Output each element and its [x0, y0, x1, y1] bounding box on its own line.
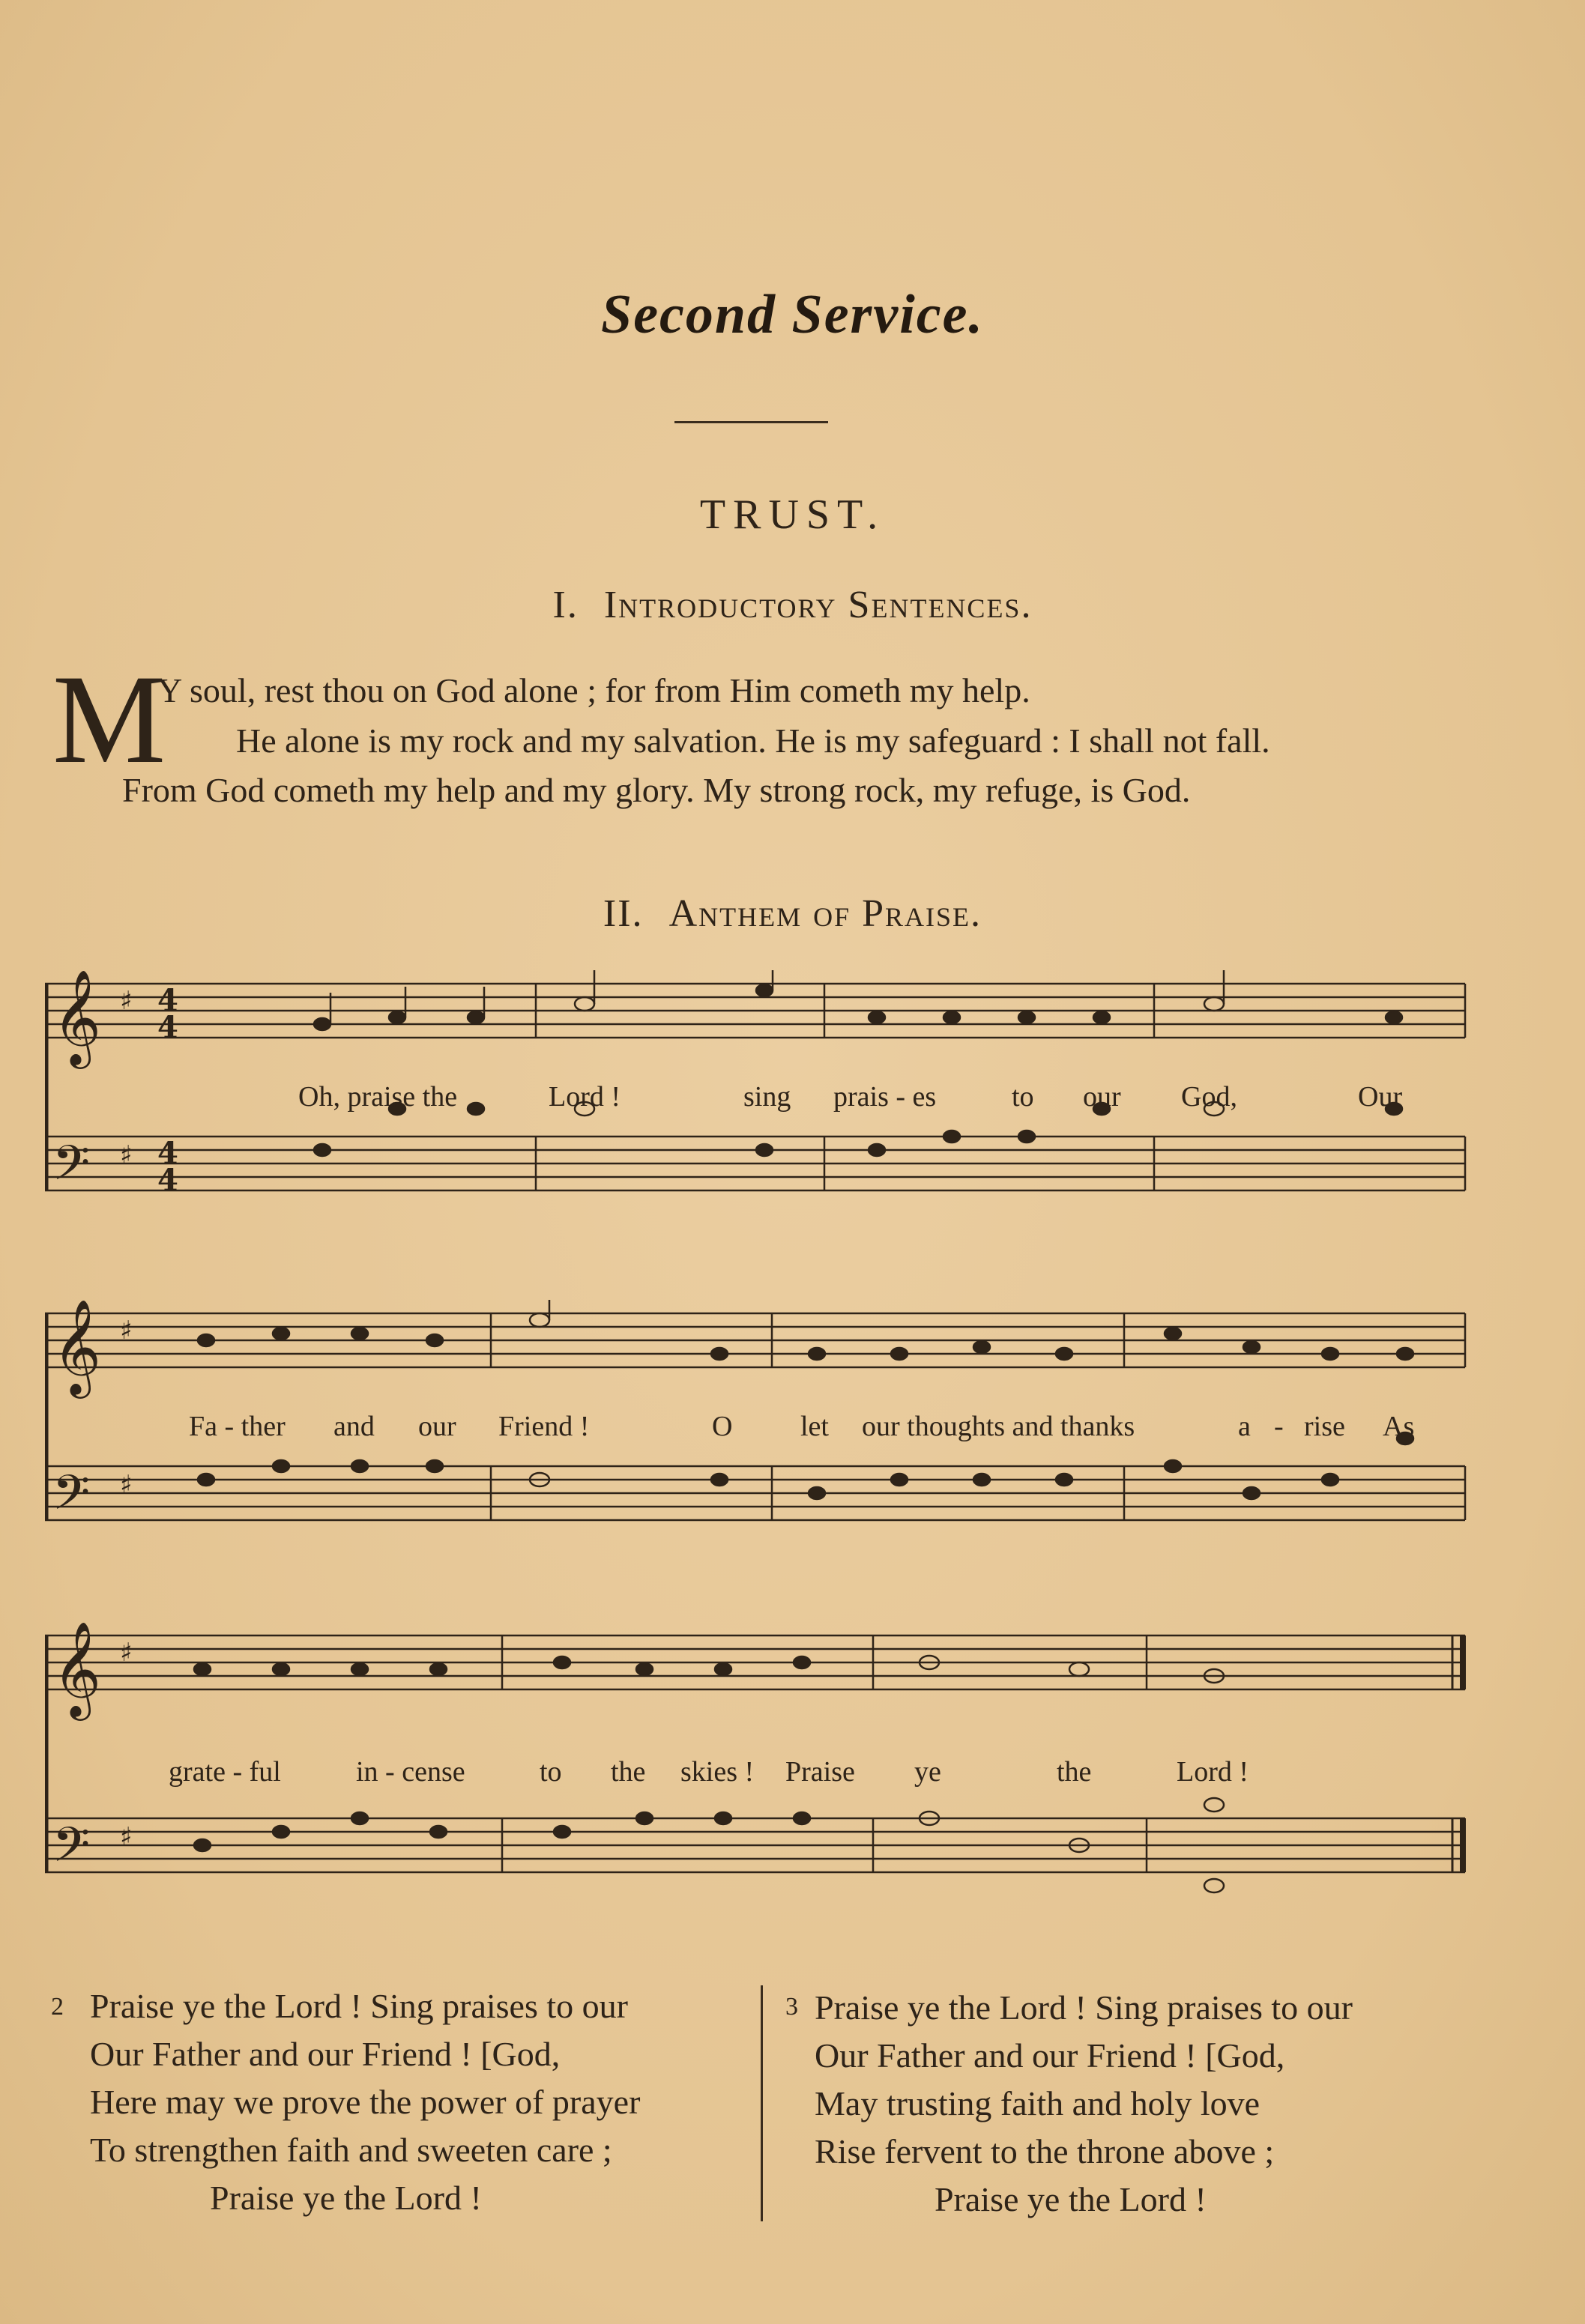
lyric: our [1083, 1081, 1121, 1113]
section-title: Introductory Sentences. [603, 584, 1033, 626]
service-subject: TRUST. [699, 491, 886, 538]
section-number: II. [603, 892, 644, 935]
section-heading-anthem [0, 892, 1585, 936]
lyric: Lord ! [549, 1081, 621, 1113]
lyric: prais - es [833, 1081, 937, 1113]
svg-text:𝄞: 𝄞 [52, 1300, 102, 1394]
music-system-3 [45, 1622, 1469, 1944]
lyric: to [1012, 1081, 1034, 1113]
lyric: Fa - ther [189, 1411, 286, 1442]
svg-text:𝄞: 𝄞 [52, 1622, 102, 1716]
verse-line: Praise ye the Lord ! Sing praises to our [90, 1987, 628, 2025]
music-system-2 [45, 1300, 1469, 1570]
lyric: rise [1304, 1411, 1345, 1442]
svg-text:4: 4 [157, 1010, 178, 1045]
verse-line: Our Father and our Friend ! [God, [815, 2036, 1285, 2075]
verse-line: Our Father and our Friend ! [God, [90, 2035, 561, 2073]
verse-2 [90, 1982, 640, 2222]
section-heading-introductory [0, 583, 1585, 627]
lyric: grate - ful [169, 1756, 281, 1788]
service-header: Second Service. [601, 284, 984, 345]
drop-cap: M [52, 649, 166, 790]
lyric: ye [914, 1756, 941, 1788]
lyric: Oh, praise the [298, 1081, 458, 1113]
verse-number: 3 [785, 1993, 798, 2021]
verse-line: May trusting faith and holy love [815, 2084, 1261, 2122]
verse-line: Here may we prove the power of prayer [90, 2083, 641, 2121]
sentence-line: He alone is my rock and my salvation. He is my safeguard : I shall not fall. [236, 721, 1270, 760]
svg-text:𝄞: 𝄞 [52, 970, 102, 1065]
verse-line: Rise fervent to the throne above ; [815, 2132, 1275, 2170]
svg-text:♯: ♯ [120, 1638, 133, 1668]
lyric: a [1238, 1411, 1251, 1442]
svg-text:♯: ♯ [120, 1140, 133, 1170]
verse-line: Praise ye the Lord ! [935, 2180, 1207, 2218]
lyric: let [800, 1411, 829, 1442]
svg-text:𝄢: 𝄢 [52, 1136, 91, 1203]
lyric: in - cense [356, 1756, 465, 1788]
lyric: to [540, 1756, 562, 1788]
verse-divider [761, 1985, 763, 2221]
lyric: our [418, 1411, 456, 1442]
lyric: Praise [785, 1756, 855, 1788]
svg-text:𝄢: 𝄢 [52, 1465, 91, 1533]
svg-text:4: 4 [157, 1163, 178, 1198]
verse-line: Praise ye the Lord ! Sing praises to our [815, 1988, 1353, 2027]
lyric: - [1274, 1411, 1284, 1442]
lyric: our thoughts and thanks [862, 1411, 1135, 1442]
lyric: the [611, 1756, 646, 1788]
lyric: O [712, 1411, 733, 1442]
verse-line: To strengthen faith and sweeten care ; [90, 2131, 612, 2169]
verse-3 [815, 1984, 1353, 2224]
lyric: the [1057, 1756, 1092, 1788]
lyric: As [1383, 1411, 1415, 1442]
svg-text:♯: ♯ [120, 1316, 133, 1346]
lyric: Friend ! [498, 1411, 590, 1442]
svg-text:4: 4 [157, 983, 178, 1018]
svg-text:4: 4 [157, 1136, 178, 1171]
svg-text:♯: ♯ [120, 986, 133, 1016]
music-system-1 [45, 970, 1469, 1240]
svg-text:𝄢: 𝄢 [52, 1818, 91, 1885]
lyric: God, [1181, 1081, 1237, 1113]
lyric: and [333, 1411, 375, 1442]
lyric: Lord ! [1177, 1756, 1249, 1788]
lyric: Our [1358, 1081, 1403, 1113]
verse-number: 2 [51, 1993, 64, 2021]
section-number: I. [552, 584, 579, 626]
lyric: skies ! [680, 1756, 755, 1788]
header-rule [674, 421, 828, 423]
sentence-line: Y soul, rest thou on God alone ; for from Him cometh my help. [157, 671, 1030, 709]
svg-text:♯: ♯ [120, 1470, 133, 1500]
sentence-line: From God cometh my help and my glory. My strong rock, my refuge, is God. [122, 771, 1191, 809]
lyric: sing [743, 1081, 791, 1113]
verse-line: Praise ye the Lord ! [210, 2179, 482, 2217]
svg-text:♯: ♯ [120, 1822, 133, 1852]
section-title: Anthem of Praise. [668, 892, 982, 935]
